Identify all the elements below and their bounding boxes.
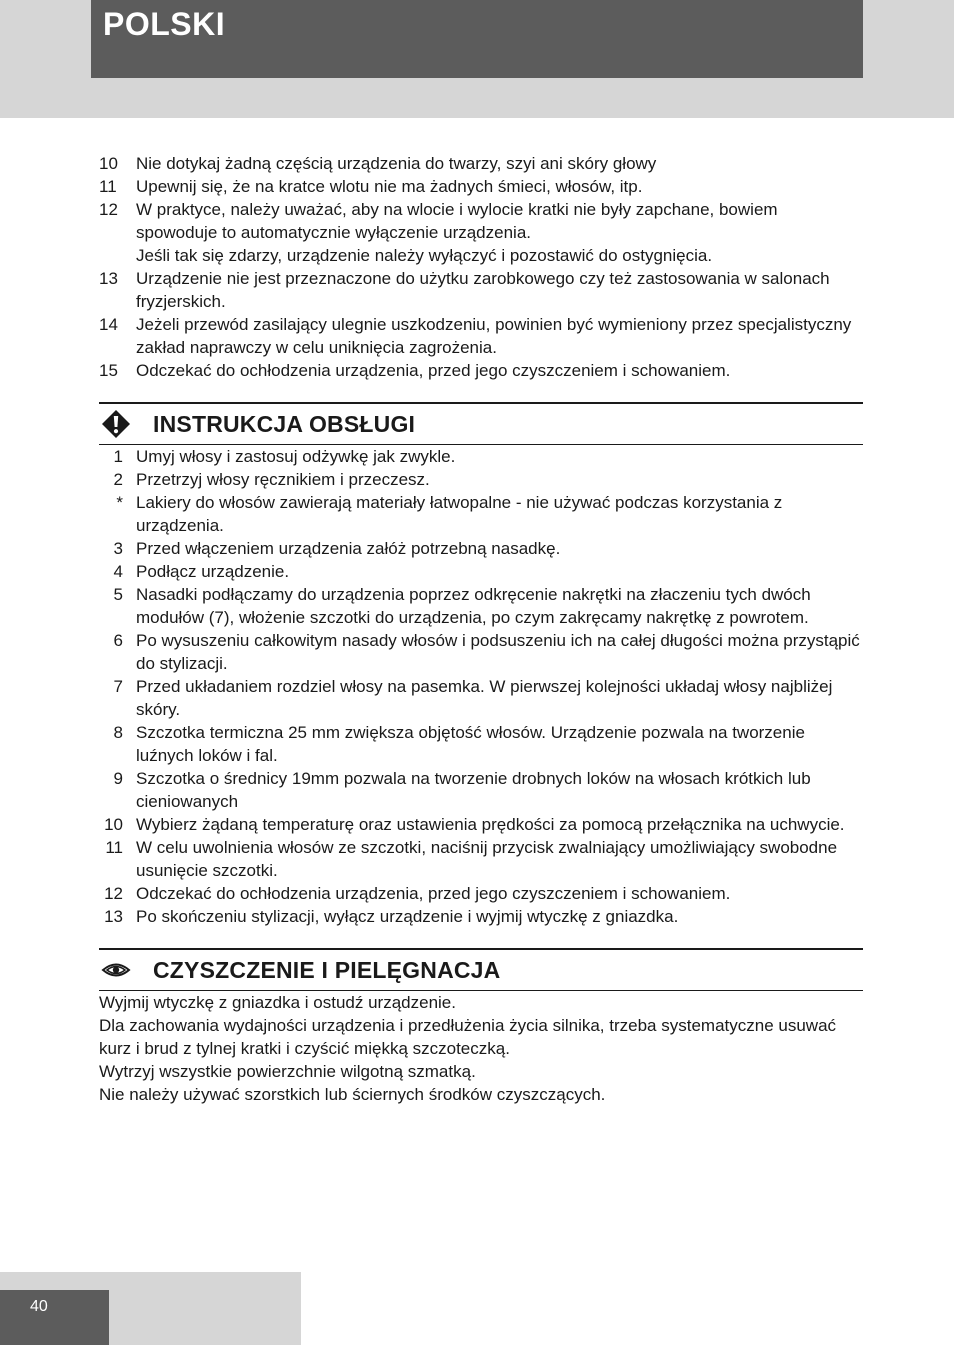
item-text: Upewnij się, że na kratce wlotu nie ma żadnych śmieci, włosów, itp. bbox=[136, 177, 643, 196]
instructions-list bbox=[99, 445, 863, 928]
eye-icon bbox=[101, 955, 131, 985]
list-item bbox=[99, 767, 863, 813]
list-item bbox=[99, 468, 863, 491]
section-title: INSTRUKCJA OBSŁUGI bbox=[153, 410, 416, 437]
item-text: W praktyce, należy uważać, aby na wlocie i wylocie kratki nie były zapchane, bowiem spowoduje to automatycznie wyłączenie urządzenia. bbox=[136, 200, 778, 242]
item-number: 13 bbox=[104, 907, 123, 926]
list-item bbox=[99, 491, 863, 537]
list-item bbox=[99, 152, 863, 175]
list-item bbox=[99, 813, 863, 836]
list-item bbox=[99, 267, 863, 313]
item-number: 14 bbox=[99, 315, 118, 334]
list-item bbox=[99, 629, 863, 675]
list-item bbox=[99, 198, 863, 267]
section-title: CZYSZCZENIE I PIELĘGNACJA bbox=[153, 956, 501, 983]
item-number: 8 bbox=[113, 723, 123, 742]
item-text: Przetrzyj włosy ręcznikiem i przeczesz. bbox=[136, 470, 430, 489]
item-number: 15 bbox=[99, 361, 118, 380]
paragraph: Wyjmij wtyczkę z gniazdka i ostudź urządzenie. bbox=[99, 993, 456, 1012]
list-item bbox=[99, 560, 863, 583]
list-item bbox=[99, 313, 863, 359]
item-text: Urządzenie nie jest przeznaczone do użytku zarobkowego czy też zastosowania w salonach fryzjerskich. bbox=[136, 269, 830, 311]
list-item bbox=[99, 836, 863, 882]
item-text: Nie dotykaj żadną częścią urządzenia do twarzy, szyi ani skóry głowy bbox=[136, 154, 657, 173]
list-item bbox=[99, 583, 863, 629]
item-text: Przed włączeniem urządzenia załóż potrzebną nasadkę. bbox=[136, 539, 561, 558]
item-number: 11 bbox=[105, 838, 123, 857]
item-number: 11 bbox=[99, 177, 117, 196]
item-text: Szczotka termiczna 25 mm zwiększa objętość włosów. Urządzenie pozwala na tworzenie luźnych loków i fal. bbox=[136, 723, 805, 765]
safety-list bbox=[99, 152, 863, 382]
item-number: 12 bbox=[104, 884, 123, 903]
language-title: POLSKI bbox=[103, 6, 226, 42]
item-text: Nasadki podłączamy do urządzenia poprzez odkręcenie nakrętki na złaczeniu tych dwóch modułów (7), włożenie szczotki do urządzenia, po czym zakręcamy nakrętkę z powrotem. bbox=[136, 585, 811, 627]
item-number: 10 bbox=[99, 154, 118, 173]
paragraph: Dla zachowania wydajności urządzenia i przedłużenia życia silnika, trzeba systematyczne usuwać kurz i brud z tylnej kratki i czyścić miękką szczoteczką. bbox=[99, 1016, 837, 1058]
item-number: 4 bbox=[113, 562, 123, 581]
manual-content bbox=[99, 152, 863, 1106]
item-text: Wybierz żądaną temperaturę oraz ustawienia prędkości za pomocą przełącznika na uchwycie. bbox=[136, 815, 845, 834]
item-number: * bbox=[116, 493, 123, 512]
list-item bbox=[99, 445, 863, 468]
item-text: Przed układaniem rozdziel włosy na pasemka. W pierwszej kolejności układaj włosy najbliżej skóry. bbox=[136, 677, 833, 719]
item-number: 12 bbox=[99, 200, 118, 219]
page-number: 40 bbox=[30, 1298, 48, 1315]
list-item bbox=[99, 721, 863, 767]
item-text: Podłącz urządzenie. bbox=[136, 562, 290, 581]
list-item bbox=[99, 905, 863, 928]
item-text: Jeżeli przewód zasilający ulegnie uszkodzeniu, powinien być wymieniony przez specjalistyczny zakład naprawczy w celu uniknięcia zagrożenia. bbox=[136, 315, 852, 357]
header-band bbox=[0, 0, 954, 118]
section-heading-cleaning bbox=[99, 948, 863, 991]
list-item bbox=[99, 537, 863, 560]
language-bar bbox=[91, 0, 863, 78]
item-text: Po skończeniu stylizacji, wyłącz urządzenie i wyjmij wtyczkę z gniazdka. bbox=[136, 907, 679, 926]
list-item bbox=[99, 175, 863, 198]
item-number: 13 bbox=[99, 269, 118, 288]
item-text: Po wysuszeniu całkowitym nasady włosów i podsuszeniu ich na całej długości można przystąpić do stylizacji. bbox=[136, 631, 860, 673]
cleaning-text bbox=[99, 991, 863, 1106]
item-number: 2 bbox=[113, 470, 123, 489]
item-text: Umyj włosy i zastosuj odżywkę jak zwykle. bbox=[136, 447, 456, 466]
item-text: Szczotka o średnicy 19mm pozwala na tworzenie drobnych loków na włosach krótkich lub cieniowanych bbox=[136, 769, 811, 811]
list-item bbox=[99, 675, 863, 721]
item-number: 1 bbox=[113, 447, 123, 466]
list-item bbox=[99, 882, 863, 905]
list-item bbox=[99, 359, 863, 382]
paragraph: Wytrzyj wszystkie powierzchnie wilgotną szmatką. bbox=[99, 1062, 476, 1081]
item-text: Odczekać do ochłodzenia urządzenia, przed jego czyszczeniem i schowaniem. bbox=[136, 361, 731, 380]
item-text: Lakiery do włosów zawierają materiały łatwopalne - nie używać podczas korzystania z urządzenia. bbox=[136, 493, 783, 535]
item-number: 9 bbox=[113, 769, 123, 788]
warning-icon bbox=[101, 409, 131, 439]
item-number: 7 bbox=[113, 677, 123, 696]
item-number: 3 bbox=[113, 539, 123, 558]
item-number: 10 bbox=[104, 815, 123, 834]
item-text: Odczekać do ochłodzenia urządzenia, przed jego czyszczeniem i schowaniem. bbox=[136, 884, 731, 903]
item-number: 6 bbox=[113, 631, 123, 650]
section-heading-instructions bbox=[99, 402, 863, 445]
item-text-extra: Jeśli tak się zdarzy, urządzenie należy wyłączyć i pozostawić do ostygnięcia. bbox=[136, 246, 713, 265]
paragraph: Nie należy używać szorstkich lub ściernych środków czyszczących. bbox=[99, 1085, 606, 1104]
page-number-box bbox=[0, 1290, 109, 1345]
item-text: W celu uwolnienia włosów ze szczotki, naciśnij przycisk zwalniający umożliwiający swobodne usunięcie szczotki. bbox=[136, 838, 838, 880]
item-number: 5 bbox=[113, 585, 123, 604]
